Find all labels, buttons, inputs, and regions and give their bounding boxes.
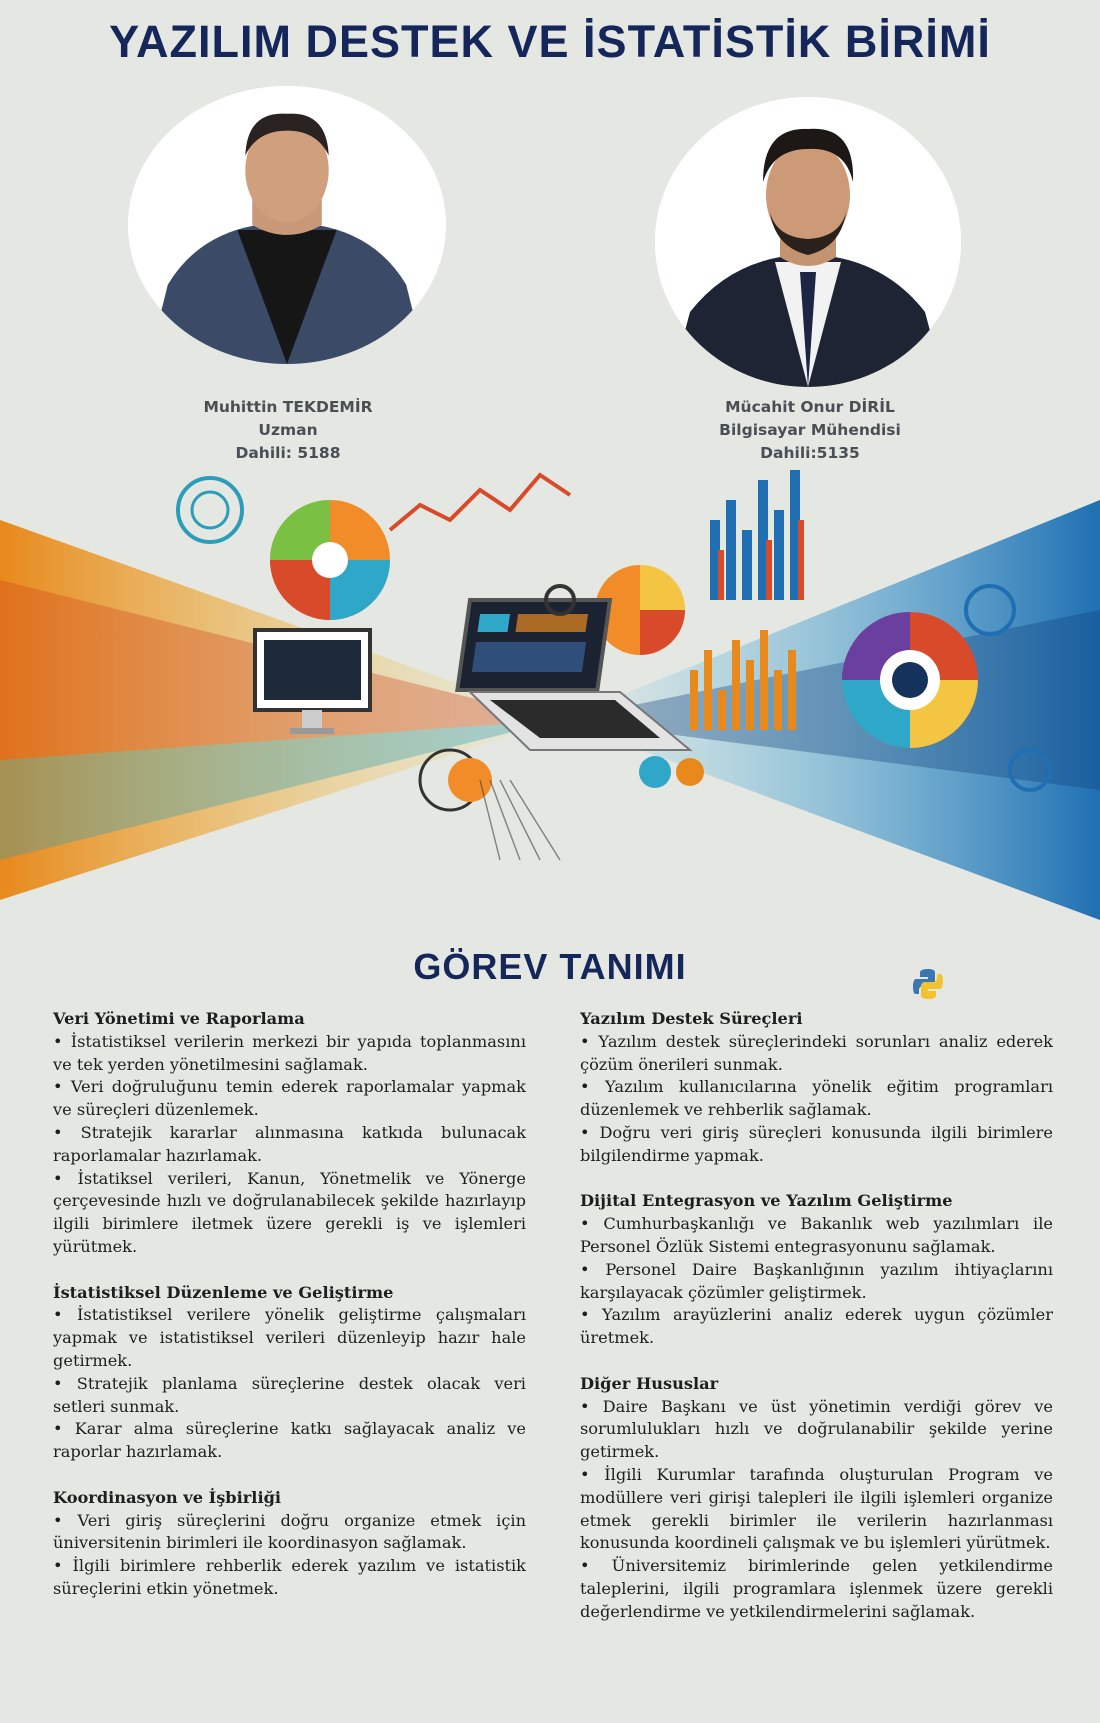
person-card <box>650 396 970 465</box>
duty-section <box>53 1487 526 1601</box>
duty-section <box>580 1190 1053 1350</box>
duty-section <box>580 1373 1053 1624</box>
section-heading: Veri Yönetimi ve Raporlama <box>53 1009 305 1028</box>
right-column <box>580 1008 1053 1646</box>
duty-item: • Stratejik planlama süreçlerine destek olacak veri setleri sunmak. <box>53 1373 526 1416</box>
duty-item: • İstatistiksel verilere yönelik geliştirme çalışmaları yapmak ve istatistiksel verileri düzenleyip hazır hale getirmek. <box>53 1305 526 1370</box>
duty-section <box>580 1008 1053 1168</box>
person-extension: Dahili:5135 <box>760 444 860 462</box>
section-heading: Yazılım Destek Süreçleri <box>580 1009 803 1028</box>
duty-section <box>53 1282 526 1464</box>
duty-item: • Yazılım arayüzlerini analiz ederek uygun çözümler üretmek. <box>580 1305 1053 1348</box>
duty-item: • İstatiksel verileri, Kanun, Yönetmelik ve Yönerge çerçevesinde hızlı ve doğrulanabilecek şekilde hazırlayıp ilgili birimlere iletmek üzere gerekli iş ve işlemleri yürütmek. <box>53 1168 526 1256</box>
duty-item: • Karar alma süreçlerine katkı sağlayacak analiz ve raporlar hazırlamak. <box>53 1419 526 1462</box>
duty-item: • Daire Başkanı ve üst yönetimin verdiği görev ve sorumlulukları hızlı ve doğrulanabilir şekilde yerine getirmek. <box>580 1396 1053 1462</box>
person-role: Bilgisayar Mühendisi <box>719 421 901 439</box>
duty-item: • Yazılım destek süreçlerindeki sorunları analiz ederek çözüm önerileri sunmak. <box>580 1031 1053 1074</box>
section-heading: Diğer Hususlar <box>580 1373 719 1393</box>
duty-item: • Yazılım kullanıcılarına yönelik eğitim programları düzenlemek ve rehberlik sağlamak. <box>580 1077 1053 1120</box>
person-card <box>128 396 448 465</box>
data-visualization-illustration <box>0 460 1100 960</box>
left-column <box>53 1008 526 1624</box>
duty-item: • Personel Daire Başkanlığının yazılım ihtiyaçlarını karşılayacak çözümler geliştirmek. <box>580 1259 1053 1302</box>
page-title: YAZILIM DESTEK VE İSTATİSTİK BİRİMİ <box>109 16 991 67</box>
duty-item: • Stratejik kararlar alınmasına katkıda bulunacak raporlamalar hazırlamak. <box>53 1122 526 1165</box>
person-name: Muhittin TEKDEMİR <box>203 398 373 416</box>
duty-item: • Veri giriş süreçlerini doğru organize etmek için üniversitenin birimleri ile koordinasyon sağlamak. <box>53 1510 526 1553</box>
portrait-photo <box>655 97 961 387</box>
section-title: GÖREV TANIMI <box>413 946 687 987</box>
person-extension: Dahili: 5188 <box>235 444 341 462</box>
person-name: Mücahit Onur DİRİL <box>725 398 895 416</box>
person-role: Uzman <box>258 421 318 439</box>
section-heading: Koordinasyon ve İşbirliği <box>53 1487 282 1507</box>
section-heading: Dijital Entegrasyon ve Yazılım Geliştirme <box>580 1191 953 1211</box>
duty-item: • İlgili Kurumlar tarafında oluşturulan Program ve modüllere veri girişi talepleri ile ilgili işlemleri organize etmek gerekli birimler ile verilerin hazırlanması konusunda koordineli çalışmak ve bu işlemleri yürütmek. <box>580 1464 1053 1553</box>
duty-item: • Cumhurbaşkanlığı ve Bakanlık web yazılımları ile Personel Özlük Sistemi entegrasyonunu sağlamak. <box>580 1214 1053 1256</box>
duty-item: • İstatistiksel verilerin merkezi bir yapıda toplanmasını ve tek yerden yönetilmesini sağlamak. <box>53 1031 526 1074</box>
python-logo-icon <box>911 967 945 1001</box>
portrait-photo <box>128 86 446 364</box>
duty-item: • Üniversitemiz birimlerinde gelen yetkilendirme taleplerini, ilgili programlara işlenmek üzere gerekli değerlendirme ve yetkilendirmelerini sağlamak. <box>580 1556 1053 1621</box>
duty-section <box>53 1008 526 1259</box>
section-heading: İstatistiksel Düzenleme ve Geliştirme <box>53 1282 394 1302</box>
duty-item: • Doğru veri giriş süreçleri konusunda ilgili birimlere bilgilendirme yapmak. <box>580 1122 1053 1165</box>
duty-item: • Veri doğruluğunu temin ederek raporlamalar yapmak ve süreçleri düzenlemek. <box>53 1077 526 1120</box>
duty-item: • İlgili birimlere rehberlik ederek yazılım ve istatistik süreçlerini etkin yönetmek. <box>53 1556 526 1598</box>
